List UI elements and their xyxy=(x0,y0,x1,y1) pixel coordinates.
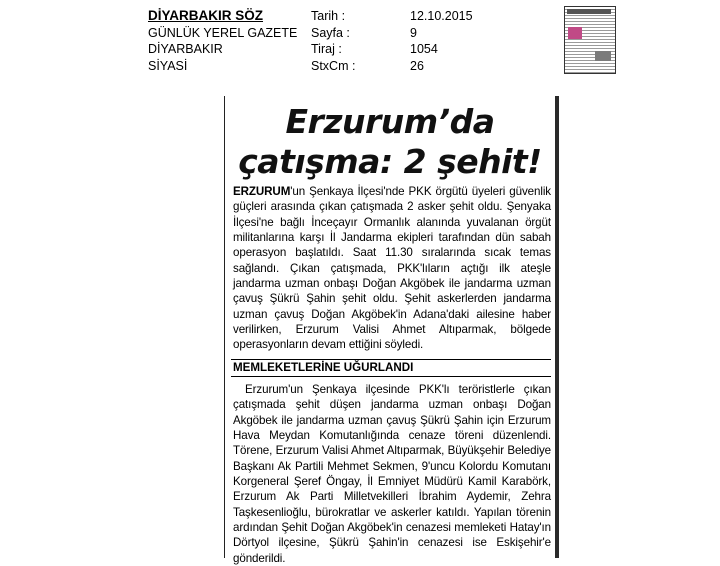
thumbnail-photo-2 xyxy=(595,51,611,61)
headline-line-2: çatışma: 2 şehit! xyxy=(238,142,542,181)
article-paragraph-2: Erzurum'un Şenkaya ilçesinde PKK'lı teröristlerle çıkan çatışmada şehit düşen jandarma uzman onbaşı Doğan Akgöbek ile jandarma uzman çavuş Şükrü Şahin için Erzurum Hava Meydan Komutanlığında cenaze töreni düzenlendi. Törene, Erzurum Valisi Ahmet Altıparmak, Büyükşehir Belediye Başkanı Ak Partili Mehmet Sekmen, 9'uncu Kolordu Komutanı Korgeneral Şeref Öngay, İl Emniyet Müdürü Kamil Karabörk, Erzurum Ak Parti Milletvekilleri İbrahim Aydemir, Zehra Taşkesenlioğlu, bürokratlar ve askerler katıldı. Yapılan törenin ardından Şehit Doğan Akgöbek'in cenazesi memleketi Hatay'ın Dörtyol ilçesine, Şükrü Şahin'in cenazesi ise Eskişehir'e gönderildi. xyxy=(233,383,551,565)
meta-row-2 xyxy=(148,25,510,42)
thumbnail-photo xyxy=(568,27,582,39)
subheading-bar xyxy=(231,359,551,377)
subheading: MEMLEKETLERİNE UĞURLANDI xyxy=(233,361,414,374)
article-clipping xyxy=(224,96,555,565)
stxcm-value: 26 xyxy=(410,58,424,73)
article-paragraph-1 xyxy=(233,184,551,353)
date-value: 12.10.2015 xyxy=(410,9,473,23)
publication-type: GÜNLÜK YEREL GAZETE xyxy=(148,25,298,40)
page-value: 9 xyxy=(410,25,417,40)
dateline: ERZURUM xyxy=(233,185,291,198)
clipping-metadata xyxy=(148,8,510,74)
publication-name: DİYARBAKIR SÖZ xyxy=(148,8,264,23)
headline-line-1: Erzurum’da xyxy=(285,102,495,141)
meta-row-3 xyxy=(148,41,510,58)
page-thumbnail[interactable] xyxy=(564,6,616,74)
publication-category: SİYASİ xyxy=(148,58,188,73)
stxcm-label: StxCm : xyxy=(311,58,356,73)
meta-row-1 xyxy=(148,8,510,25)
paragraph-1-text: 'un Şenkaya İlçesi'nde PKK örgütü üyeleri güvenlik güçleri arasında çıkan çatışmada 2 asker şehit oldu. Şenyaka İlçesi'ne bağlı İnceçayır Ormanlık alanında yuvalanan örgüt militanlarına karşı İl Jandarma ekipleri tarafından dün sabah operasyon başlatıldı. Saat 11.30 sıralarında sıcak temas sağlandı. Çıkan çatışmada, PKK'lıların açtığı ilk ateşle jandarma uzman onbaşı Doğan Akgöbek ile jandarma uzman çavuş Şükrü Şahin şehit oldu. Şehit askerlerden jandarma uzman çavuş Doğan Akgöbek'in Adana'daki ailesine haber verilirken, Erzurum Valisi Ahmet Altıparmak, bölgede operasyonların devam ettiğini söyledi. xyxy=(233,185,551,352)
publication-city: DİYARBAKIR xyxy=(148,42,223,56)
date-label: Tarih : xyxy=(311,9,346,23)
thumbnail-masthead xyxy=(567,9,611,14)
page-label: Sayfa : xyxy=(311,25,350,40)
meta-row-4 xyxy=(148,58,510,75)
circulation-label: Tiraj : xyxy=(311,42,342,56)
circulation-value: 1054 xyxy=(410,42,438,56)
